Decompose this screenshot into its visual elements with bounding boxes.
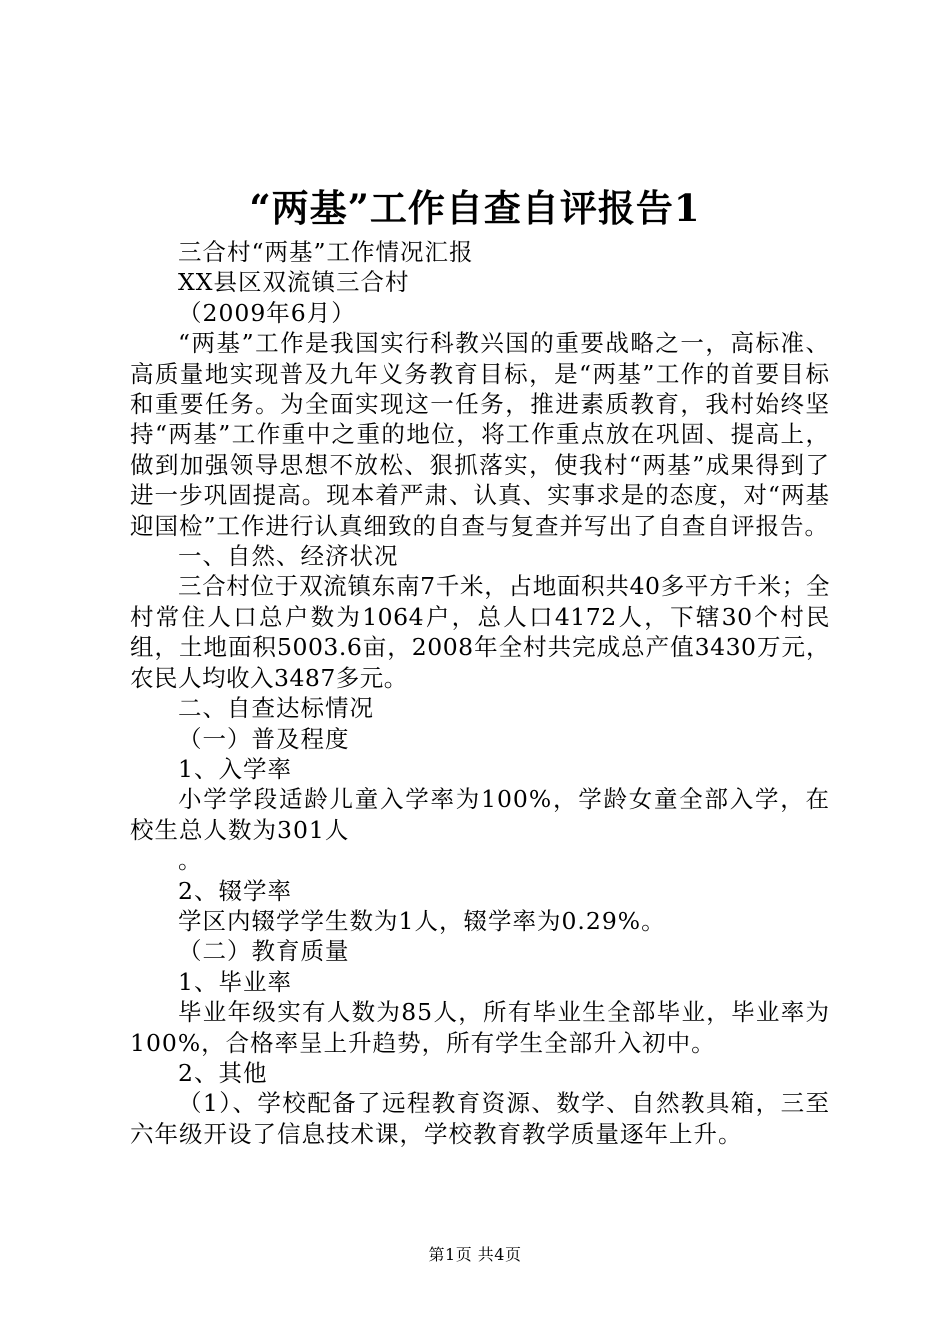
subtitle-location: XX县区双流镇三合村 xyxy=(178,268,410,297)
paragraph-dropout: 学区内辍学学生数为1人，辍学率为0.29%。 xyxy=(178,906,666,935)
paragraph-intro: “两基”工作是我国实行科教兴国的重要战略之一，高标准、高质量地实现普及九年义务教育目标，是“两基”工作的首要目标和重要任务。为全面实现这一任务，推进素质教育，我村始终坚持“两基”工作重中之重的地位，将工作重点放在巩固、提高上，做到加强领导思想不放松、狠抓落实，使我村“两基”成果得到了进一步巩固提高。现本着严肃、认真、实事求是的态度，对“两基迎国检”工作进行认真细致的自查与复查并写出了自查自评报告。 xyxy=(130,329,830,540)
subsection-heading-2: （二）教育质量 xyxy=(178,937,350,966)
item-heading-dropout: 2、辍学率 xyxy=(178,876,292,905)
paragraph-period: 。 xyxy=(178,846,203,875)
subsection-heading-1: （一）普及程度 xyxy=(178,724,350,753)
subtitle-date: （2009年6月） xyxy=(178,298,356,327)
page-footer: 第1页 共4页 xyxy=(428,1245,522,1264)
paragraph-other: （1）、学校配备了远程教育资源、数学、自然教具箱，三至六年级开设了信息技术课，学校教育教学质量逐年上升。 xyxy=(130,1089,830,1148)
section-heading-2: 二、自查达标情况 xyxy=(178,694,374,723)
paragraph-enrollment: 小学学段适龄儿童入学率为100%，学龄女童全部入学，在校生总人数为301人 xyxy=(130,785,830,844)
document-body xyxy=(130,237,830,1149)
document-title: “两基”工作自查自评报告1 xyxy=(249,186,701,230)
paragraph-graduation: 毕业年级实有人数为85人，所有毕业生全部毕业，毕业率为100%，合格率呈上升趋势，所有学生全部升入初中。 xyxy=(130,998,830,1057)
section-heading-1: 一、自然、经济状况 xyxy=(178,542,399,571)
item-heading-graduation: 1、毕业率 xyxy=(178,967,292,996)
item-heading-enrollment: 1、入学率 xyxy=(178,754,292,783)
paragraph-economy: 三合村位于双流镇东南7千米，占地面积共40多平方千米；全村常住人口总户数为1064户，总人口4172人，下辖30个村民组，土地面积5003.6亩，2008年全村共完成总产值3430万元，农民人均收入3487多元。 xyxy=(130,572,830,692)
item-heading-other: 2、其他 xyxy=(178,1058,268,1087)
subtitle-report: 三合村“两基”工作情况汇报 xyxy=(178,238,474,266)
